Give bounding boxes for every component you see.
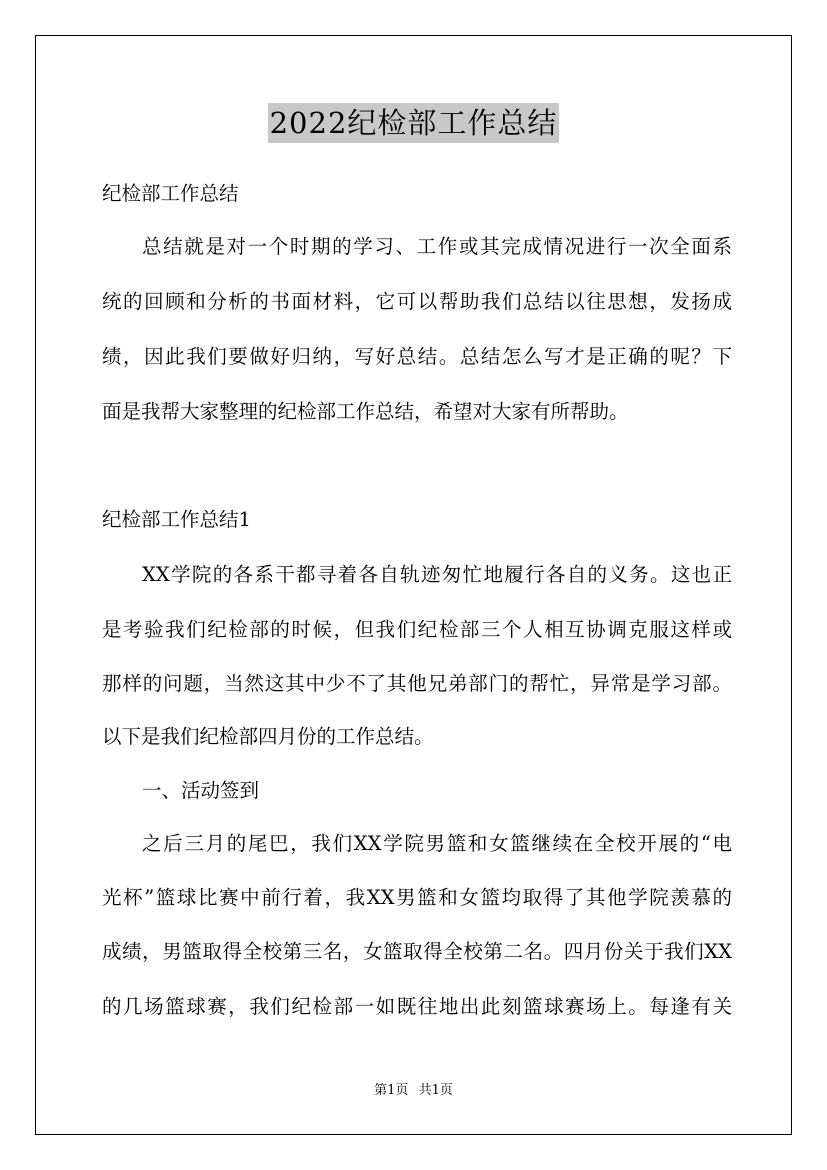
subsection-heading: 一、活动签到 bbox=[142, 779, 260, 802]
title-container bbox=[0, 103, 827, 143]
page-total: 共1页 bbox=[418, 1083, 453, 1098]
paragraph-line: XX学院的各系干都寻着各自轨迹匆忙地履行各自的义务。这也正 bbox=[142, 563, 732, 586]
paragraph-line: 统的回顾和分析的书面材料，它可以帮助我们总结以往思想，发扬成 bbox=[102, 290, 732, 313]
section-heading: 纪检部工作总结1 bbox=[102, 508, 251, 531]
page-number: 第1页 bbox=[374, 1083, 409, 1098]
paragraph-line: 以下是我们纪检部四月份的工作总结。 bbox=[102, 725, 434, 748]
page-footer bbox=[0, 1082, 827, 1100]
section-heading: 纪检部工作总结 bbox=[102, 182, 239, 205]
paragraph-line: 光杯”篮球比赛中前行着，我XX男篮和女篮均取得了其他学院羡慕的 bbox=[102, 886, 732, 909]
paragraph-line: 之后三月的尾巴，我们XX学院男篮和女篮继续在全校开展的“电 bbox=[142, 832, 732, 855]
paragraph-line: 面是我帮大家整理的纪检部工作总结，希望对大家有所帮助。 bbox=[102, 400, 629, 423]
paragraph-line: 那样的问题，当然这其中少不了其他兄弟部门的帮忙，异常是学习部。 bbox=[102, 672, 732, 695]
paragraph-line: 成绩，男篮取得全校第三名，女篮取得全校第二名。四月份关于我们XX bbox=[102, 940, 732, 963]
paragraph-line: 是考验我们纪检部的时候，但我们纪检部三个人相互协调克服这样或 bbox=[102, 618, 732, 641]
paragraph-line: 的几场篮球赛，我们纪检部一如既往地出此刻篮球赛场上。每逢有关 bbox=[102, 995, 732, 1018]
paragraph-line: 绩，因此我们要做好归纳，写好总结。总结怎么写才是正确的呢？下 bbox=[102, 345, 732, 368]
paragraph-line: 总结就是对一个时期的学习、工作或其完成情况进行一次全面系 bbox=[142, 235, 732, 258]
document-title: 2022纪检部工作总结 bbox=[268, 103, 560, 143]
